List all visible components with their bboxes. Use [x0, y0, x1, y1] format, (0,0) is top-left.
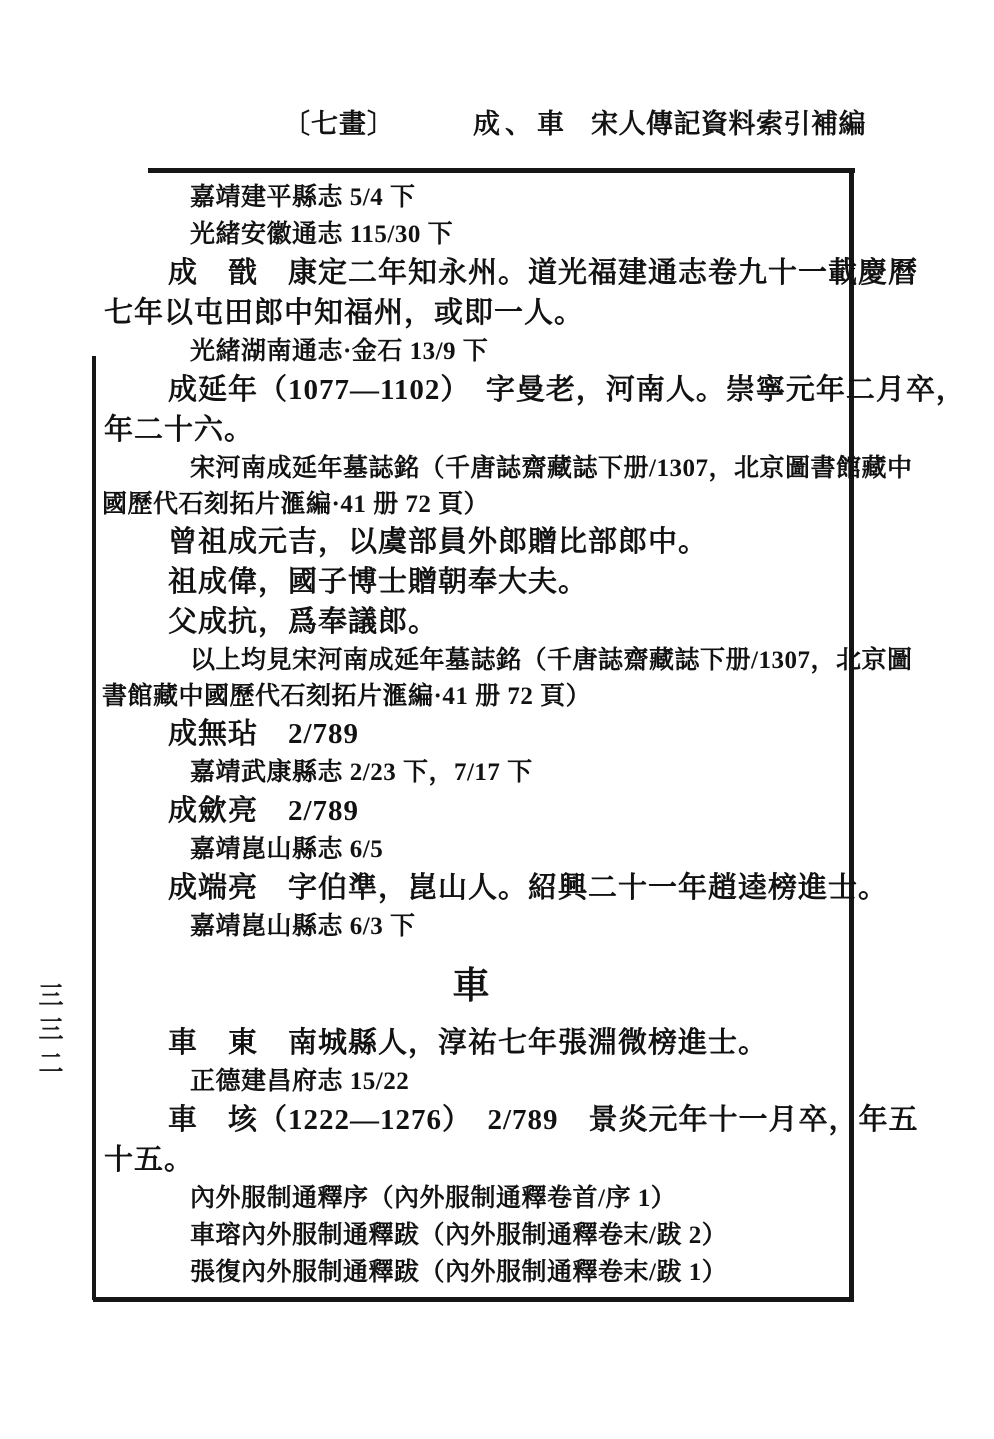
text-line: 光緒湖南通志·金石 13/9 下: [190, 338, 489, 365]
text-line: 嘉靖建平縣志 5/4 下: [190, 184, 416, 211]
text-line: 車瑢內外服制通釋跋（內外服制通釋卷末/跋 2）: [190, 1222, 728, 1249]
text-line: 十五。: [104, 1144, 195, 1176]
surname-group-label: 成、車: [473, 109, 569, 139]
text-line: 嘉靖武康縣志 2/23 下，7/17 下: [190, 759, 533, 786]
stroke-count-label: 〔七畫〕: [283, 109, 395, 139]
text-line: 曾祖成元吉，以虞部員外郎贈比部郎中。: [168, 526, 709, 558]
text-line: 宋河南成延年墓誌銘（千唐誌齋藏誌下册/1307，北京圖書館藏中: [190, 455, 913, 482]
text-line: 國歷代石刻拓片滙編·41 册 72 頁）: [102, 491, 490, 518]
text-line: 父成抗，爲奉議郎。: [168, 606, 439, 638]
content-box: [96, 179, 966, 1291]
text-line: 嘉靖崑山縣志 6/3 下: [190, 913, 416, 940]
text-line: 祖成偉，國子博士贈朝奉大夫。: [168, 566, 589, 598]
frame-border-bottom: [93, 1297, 854, 1302]
text-line: 內外服制通釋序（內外服制通釋卷首/序 1）: [190, 1185, 677, 1212]
text-line: 年二十六。: [104, 414, 255, 446]
text-line: 車 東 南城縣人，淳祐七年張淵微榜進士。: [168, 1027, 769, 1059]
running-header: [283, 102, 866, 141]
text-line: 車 垓（1222—1276） 2/789 景炎元年十一月卒，年五: [168, 1104, 919, 1136]
book-title: 宋人傳記資料索引補編: [591, 109, 866, 139]
text-line: 七年以屯田郎中知福州，或即一人。: [104, 297, 585, 329]
text-line: 成延年（1077—1102） 字曼老，河南人。崇寧元年二月卒，: [168, 374, 966, 406]
text-line: 書館藏中國歷代石刻拓片滙編·41 册 72 頁）: [102, 683, 592, 710]
text-line: 張復內外服制通釋跋（內外服制通釋卷末/跋 1）: [190, 1259, 728, 1286]
text-line: 光緒安徽通志 115/30 下: [190, 221, 454, 248]
margin-page-number: 三三二: [35, 982, 62, 1084]
frame-border-top: [148, 168, 855, 173]
text-line: 以上均見宋河南成延年墓誌銘（千唐誌齋藏誌下册/1307，北京圖: [190, 647, 913, 674]
text-line: 正德建昌府志 15/22: [190, 1068, 410, 1095]
text-line: 成端亮 字伯準，崑山人。紹興二十一年趙逵榜進士。: [168, 872, 889, 904]
text-line: 成歛亮 2/789: [168, 795, 360, 827]
text-line: 嘉靖崑山縣志 6/5: [190, 836, 384, 863]
text-line: 成 戩 康定二年知永州。道光福建通志卷九十一載慶曆: [168, 257, 919, 289]
text-line: 成無玷 2/789: [168, 718, 360, 750]
section-heading: 車: [452, 966, 492, 1007]
